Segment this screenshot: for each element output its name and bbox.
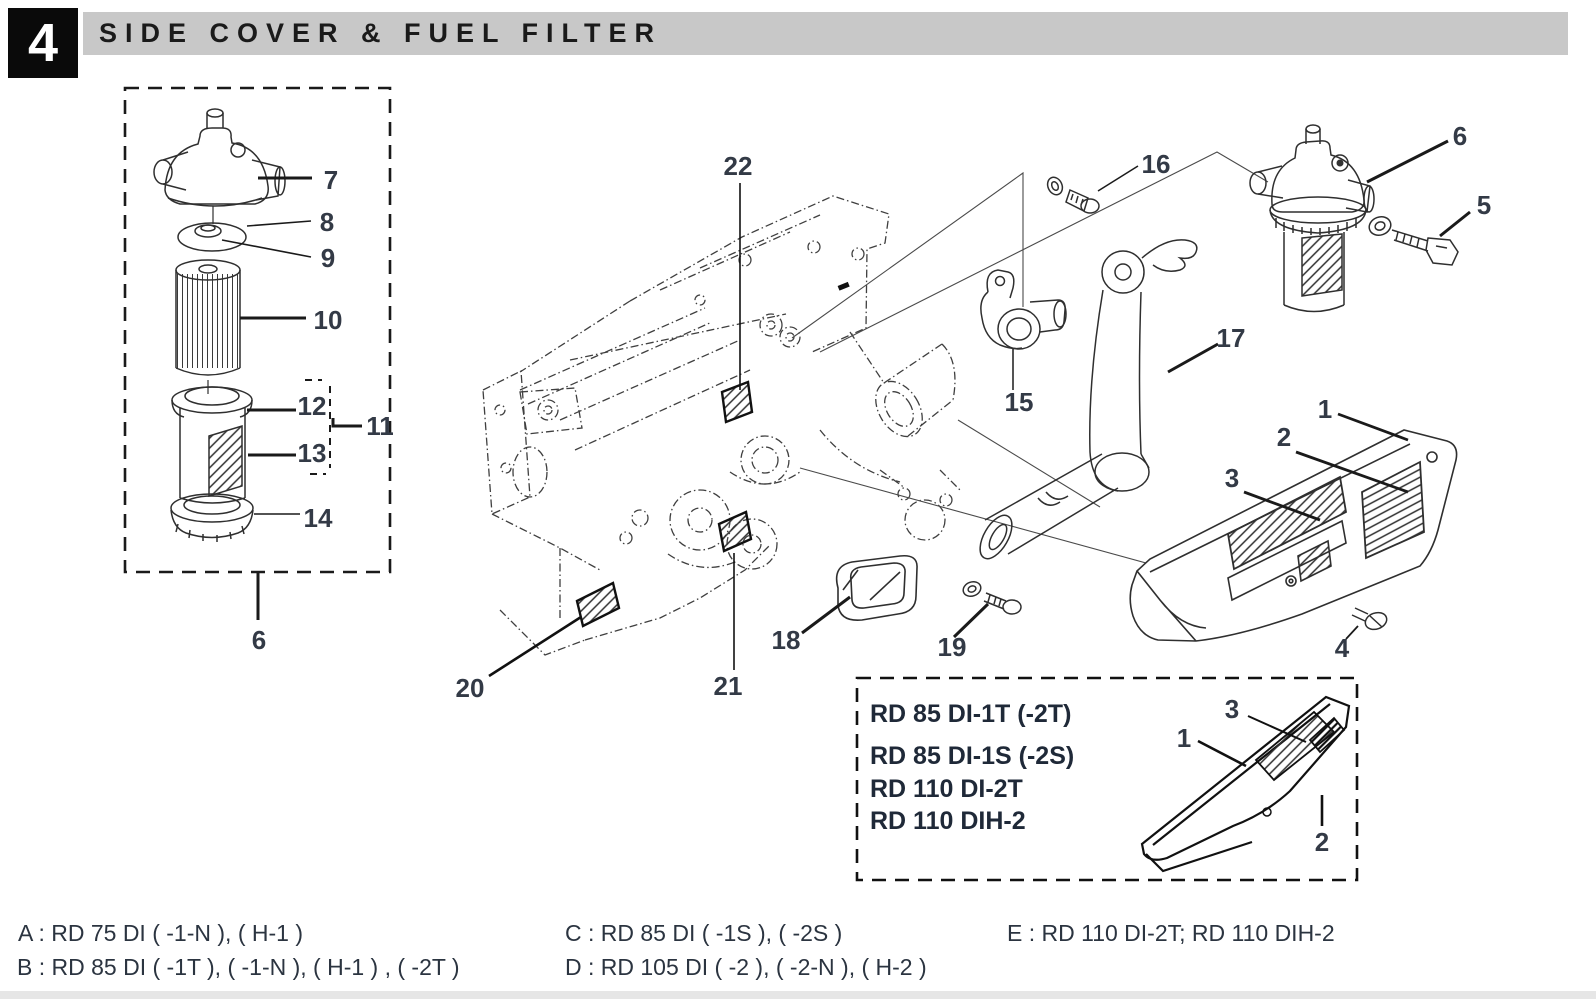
inset-callout-3: 3: [1224, 694, 1240, 724]
plate-part21: [719, 512, 751, 551]
washer-part9: [201, 225, 215, 231]
callout-18: 18: [771, 625, 801, 655]
callout-13: 13: [297, 438, 327, 468]
callout-17: 17: [1216, 323, 1246, 353]
fuel-filter-inset-drawing: [125, 88, 390, 620]
model-name: RD 85 DI-1T (-2T): [870, 700, 1072, 728]
mesh-part2: [1362, 462, 1424, 558]
screw-part16: [1045, 166, 1138, 213]
callout-19: 19: [937, 632, 967, 662]
plate-part20: [577, 583, 619, 626]
legend-entry-d: D : RD 105 DI ( -2 ), ( -2-N ), ( H-2 ): [565, 954, 927, 980]
callout-1: 1: [1317, 394, 1333, 424]
pipe-drawing: [974, 454, 1118, 564]
screw-part4: [1346, 608, 1389, 639]
inset-callout-1: 1: [1176, 723, 1192, 753]
callout-9: 9: [320, 243, 336, 273]
chapter-number: 4: [27, 13, 59, 73]
callout-2: 2: [1276, 422, 1292, 452]
callout-5: 5: [1476, 190, 1492, 220]
callout-22: 22: [723, 151, 753, 181]
callout-8: 8: [319, 207, 335, 237]
callout-3: 3: [1224, 463, 1240, 493]
callout-6-filter: 6: [1452, 121, 1468, 151]
filter-bowl-part12-13: [172, 387, 252, 503]
model-name: RD 85 DI-1S (-2S): [870, 742, 1075, 770]
engine-block-drawing: [483, 196, 960, 655]
filter-element-part10: [176, 260, 240, 394]
lever-arm-part17: [1090, 240, 1218, 491]
model-name: RD 110 DI-2T: [870, 775, 1023, 803]
callout-11: 11: [366, 411, 394, 441]
ring-nut-part14: [171, 494, 253, 542]
callout-14: 14: [303, 503, 333, 533]
page-bottom-edge: [0, 991, 1596, 999]
side-cover-drawing: [1130, 414, 1456, 641]
page-title: SIDE COVER & FUEL FILTER: [99, 18, 663, 48]
callout-16: 16: [1141, 149, 1171, 179]
model-name: RD 110 DIH-2: [870, 807, 1026, 835]
callout-6-box: 6: [251, 625, 267, 655]
legend-entry-a: A : RD 75 DI ( -1-N ), ( H-1 ): [18, 920, 303, 946]
fuel-filter-assembly-part6: [1250, 125, 1448, 312]
callout-12: 12: [297, 391, 327, 421]
gasket-part8: [178, 223, 246, 251]
callout-7: 7: [323, 165, 339, 195]
inset-callout-2: 2: [1314, 827, 1330, 857]
callout-21: 21: [713, 671, 743, 701]
screw-part19: [954, 579, 1021, 637]
filter-head-part7: [154, 109, 285, 206]
plate-part22: [722, 382, 752, 422]
legend-entry-c: C : RD 85 DI ( -1S ), ( -2S ): [565, 920, 843, 946]
callout-15: 15: [1004, 387, 1034, 417]
bracket-part18: [802, 556, 917, 633]
legend-entry-e: E : RD 110 DI-2T; RD 110 DIH-2: [1007, 920, 1335, 946]
legend-entry-b: B : RD 85 DI ( -1T ), ( -1-N ), ( H-1 ) , ( -2T ): [17, 954, 460, 980]
inset-leader-lines: [222, 178, 362, 620]
bolt-part5: [1367, 212, 1470, 265]
callout-4: 4: [1334, 633, 1350, 663]
callout-20: 20: [455, 673, 485, 703]
callout-10: 10: [313, 305, 343, 335]
